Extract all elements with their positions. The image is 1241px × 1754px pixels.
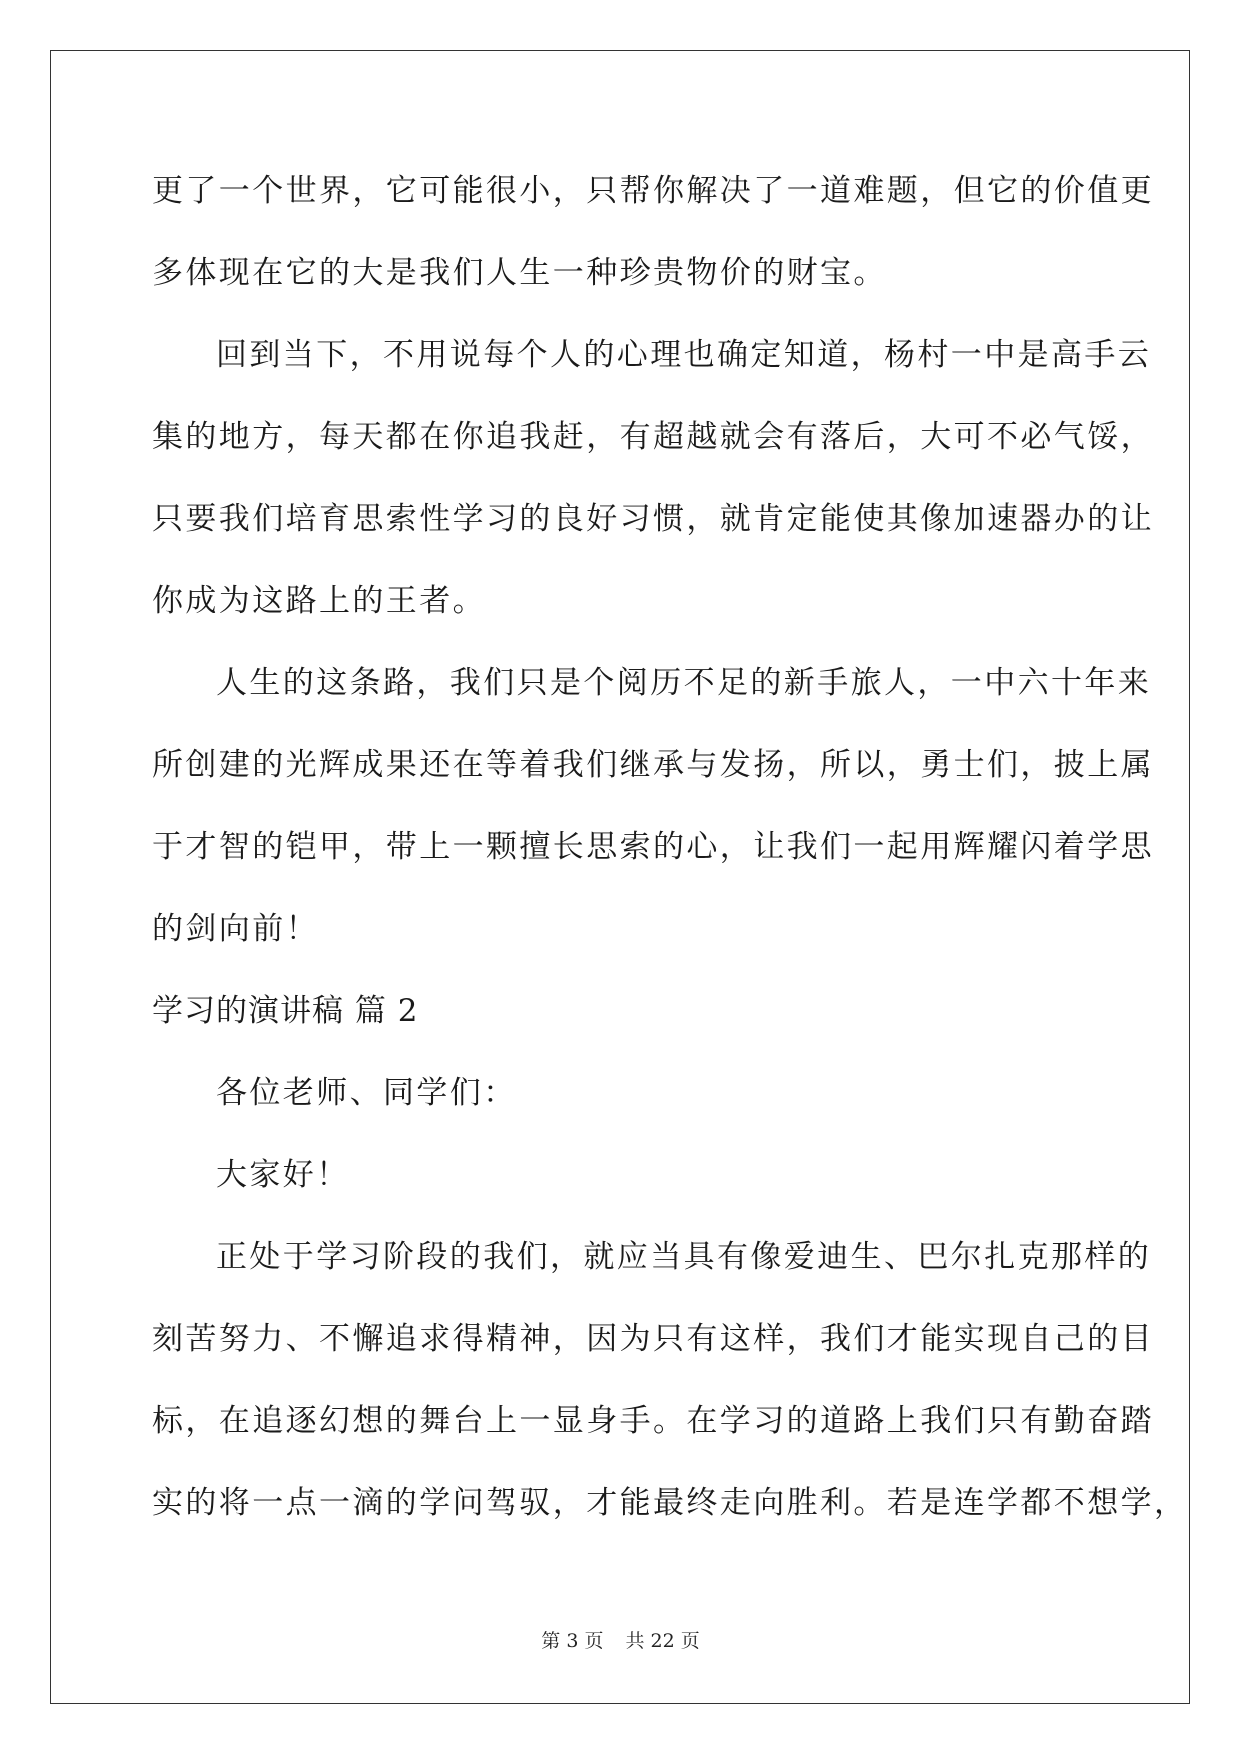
document-body — [152, 150, 1188, 1544]
text-line-8: 所创建的光辉成果还在等着我们继承与发扬，所以，勇士们，披上属 — [152, 747, 1154, 783]
text-line-3: 回到当下，不用说每个人的心理也确定知道，杨村一中是高手云 — [216, 337, 1152, 373]
text-line-2: 多体现在它的大是我们人生一种珍贵物价的财宝。 — [152, 255, 887, 291]
text-line-7: 人生的这条路，我们只是个阅历不足的新手旅人，一中六十年来 — [216, 665, 1152, 701]
text-line-6: 你成为这路上的王者。 — [152, 583, 486, 619]
text-line-4: 集的地方，每天都在你追我赶，有超越就会有落后，大可不必气馁， — [152, 419, 1154, 455]
text-line-15: 刻苦努力、不懈追求得精神，因为只有这样，我们才能实现自己的目 — [152, 1321, 1154, 1357]
greeting: 大家好！ — [216, 1157, 350, 1193]
total-page-count: 共 22 页 — [625, 1630, 700, 1652]
current-page-number: 第 3 页 — [541, 1630, 604, 1652]
text-line-17: 实的将一点一滴的学问驾驭，才能最终走向胜利。若是连学都不想学， — [152, 1485, 1188, 1521]
text-line-9: 于才智的铠甲，带上一颗擅长思索的心，让我们一起用辉耀闪着学思 — [152, 829, 1154, 865]
text-line-5: 只要我们培育思索性学习的良好习惯，就肯定能使其像加速器办的让 — [152, 501, 1154, 537]
text-line-16: 标，在追逐幻想的舞台上一显身手。在学习的道路上我们只有勤奋踏 — [152, 1403, 1154, 1439]
page-footer — [0, 1626, 1241, 1653]
text-line-14: 正处于学习阶段的我们，就应当具有像爱迪生、巴尔扎克那样的 — [216, 1239, 1152, 1275]
text-line-1: 更了一个世界，它可能很小，只帮你解决了一道难题，但它的价值更 — [152, 173, 1154, 209]
section-heading: 学习的演讲稿 篇 2 — [152, 993, 419, 1029]
salutation: 各位老师、同学们： — [216, 1075, 517, 1111]
text-line-10: 的剑向前！ — [152, 911, 319, 947]
